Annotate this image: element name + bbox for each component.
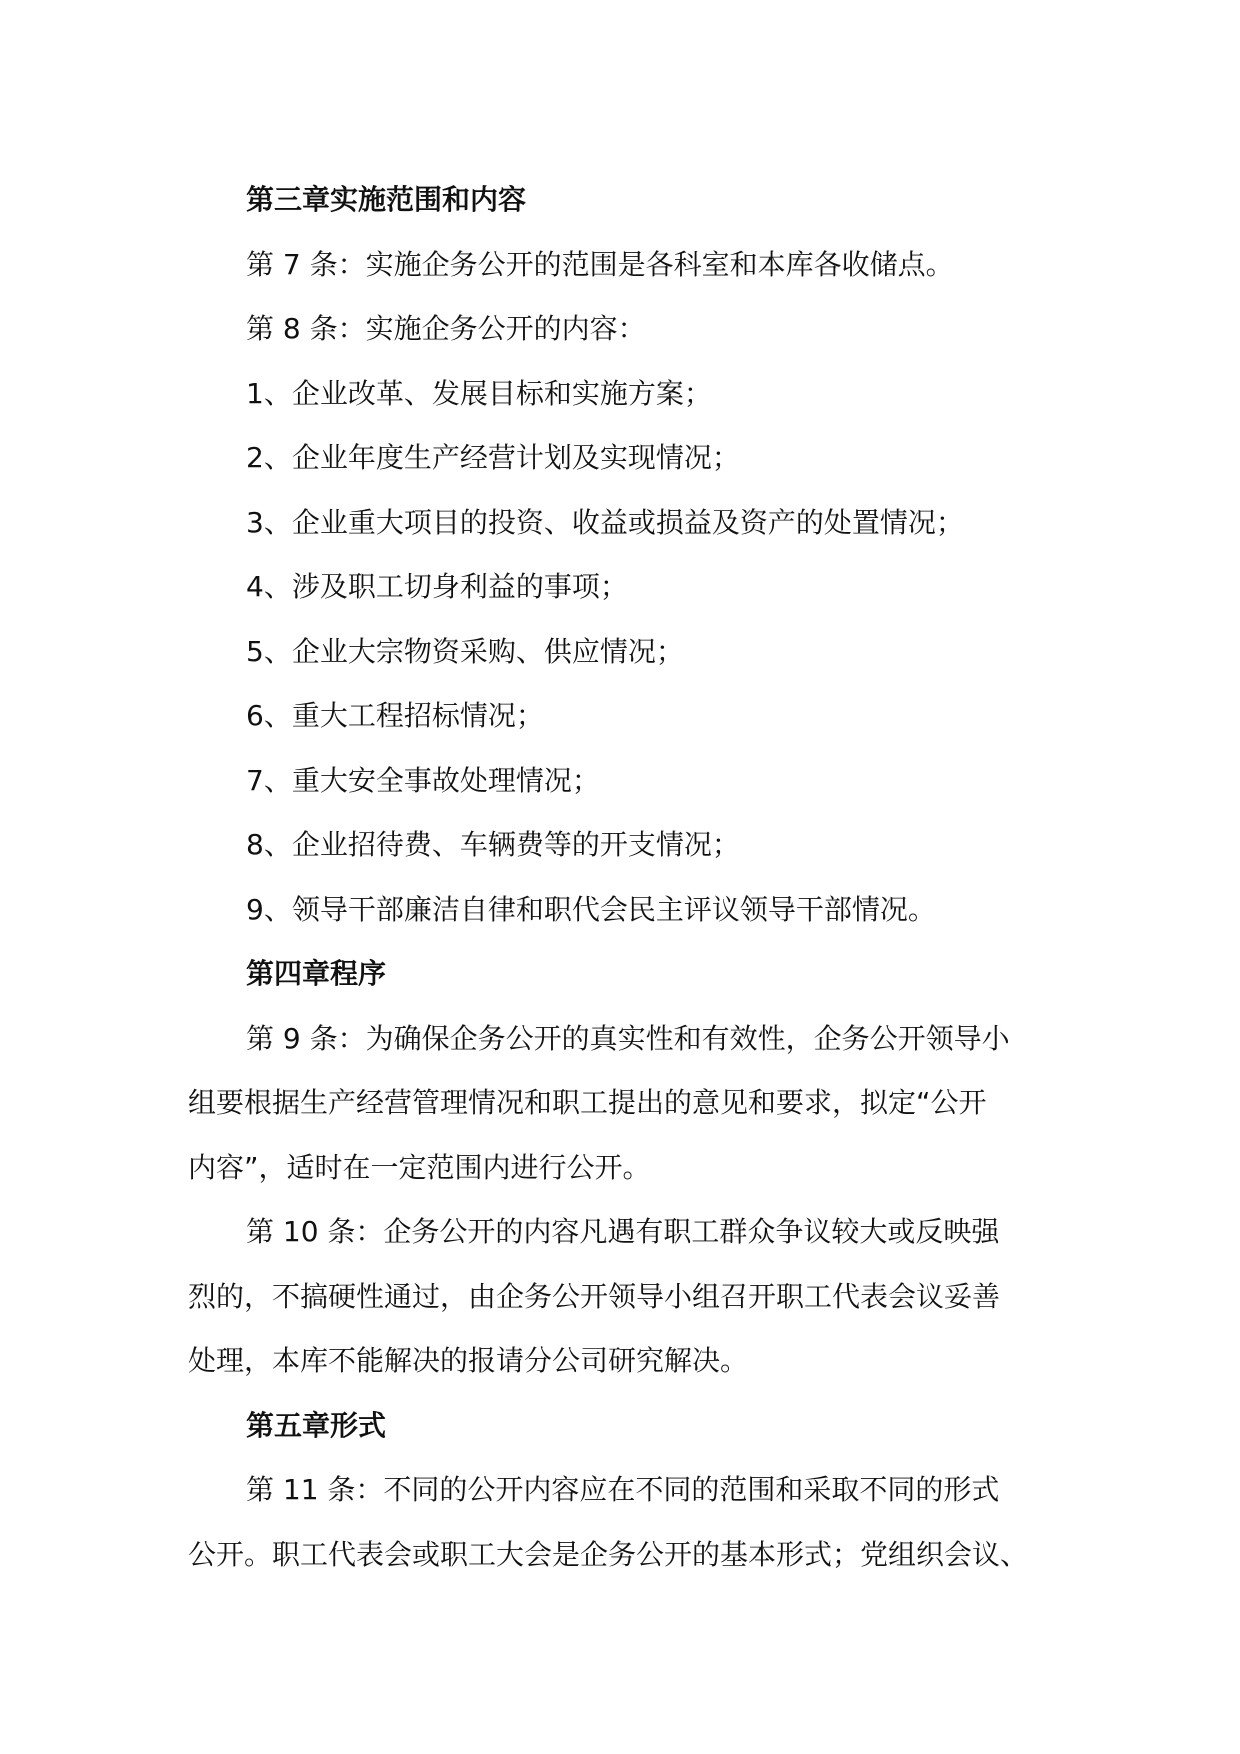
list-item-1: 1、企业改革、发展目标和实施方案； [246, 376, 712, 410]
list-item-9: 9、领导干部廉洁自律和职代会民主评议领导干部情况。 [246, 892, 936, 926]
list-item-4: 4、涉及职工切身利益的事项； [246, 570, 628, 603]
list-item-7: 7、重大安全事故处理情况； [246, 763, 600, 797]
list-item-8: 8、企业招待费、车辆费等的开支情况； [246, 828, 740, 861]
article-9-line-3: 内容”，适时在一定范围内进行公开。 [188, 1150, 651, 1184]
article-7: 第 7 条：实施企务公开的范围是各科室和本库各收储点。 [246, 247, 954, 281]
chapter-4-heading: 第四章程序 [246, 957, 387, 990]
list-item-5: 5、企业大宗物资采购、供应情况； [246, 634, 684, 668]
article-10-line-1: 第 10 条：企务公开的内容凡遇有职工群众争议较大或反映强 [246, 1215, 1000, 1248]
chapter-3-heading: 第三章实施范围和内容 [246, 183, 527, 216]
article-10-line-3: 处理，本库不能解决的报请分公司研究解决。 [188, 1344, 749, 1377]
article-8: 第 8 条：实施企务公开的内容： [246, 312, 646, 345]
list-item-3: 3、企业重大项目的投资、收益或损益及资产的处置情况； [246, 505, 964, 539]
article-9-line-1: 第 9 条：为确保企务公开的真实性和有效性，企务公开领导小 [246, 1021, 1010, 1055]
article-9-line-2: 组要根据生产经营管理情况和职工提出的意见和要求，拟定“公开 [188, 1086, 987, 1119]
article-11-line-1: 第 11 条：不同的公开内容应在不同的范围和采取不同的形式 [246, 1473, 1000, 1506]
article-11-line-2: 公开。职工代表会或职工大会是企务公开的基本形式；党组织会议、 [188, 1537, 1029, 1571]
article-10-line-2: 烈的，不搞硬性通过，由企务公开领导小组召开职工代表会议妥善 [188, 1279, 1001, 1313]
document-body [188, 168, 1070, 1587]
list-item-6: 6、重大工程招标情况； [246, 699, 544, 732]
list-item-2: 2、企业年度生产经营计划及实现情况； [246, 441, 740, 474]
chapter-5-heading: 第五章形式 [246, 1408, 387, 1442]
